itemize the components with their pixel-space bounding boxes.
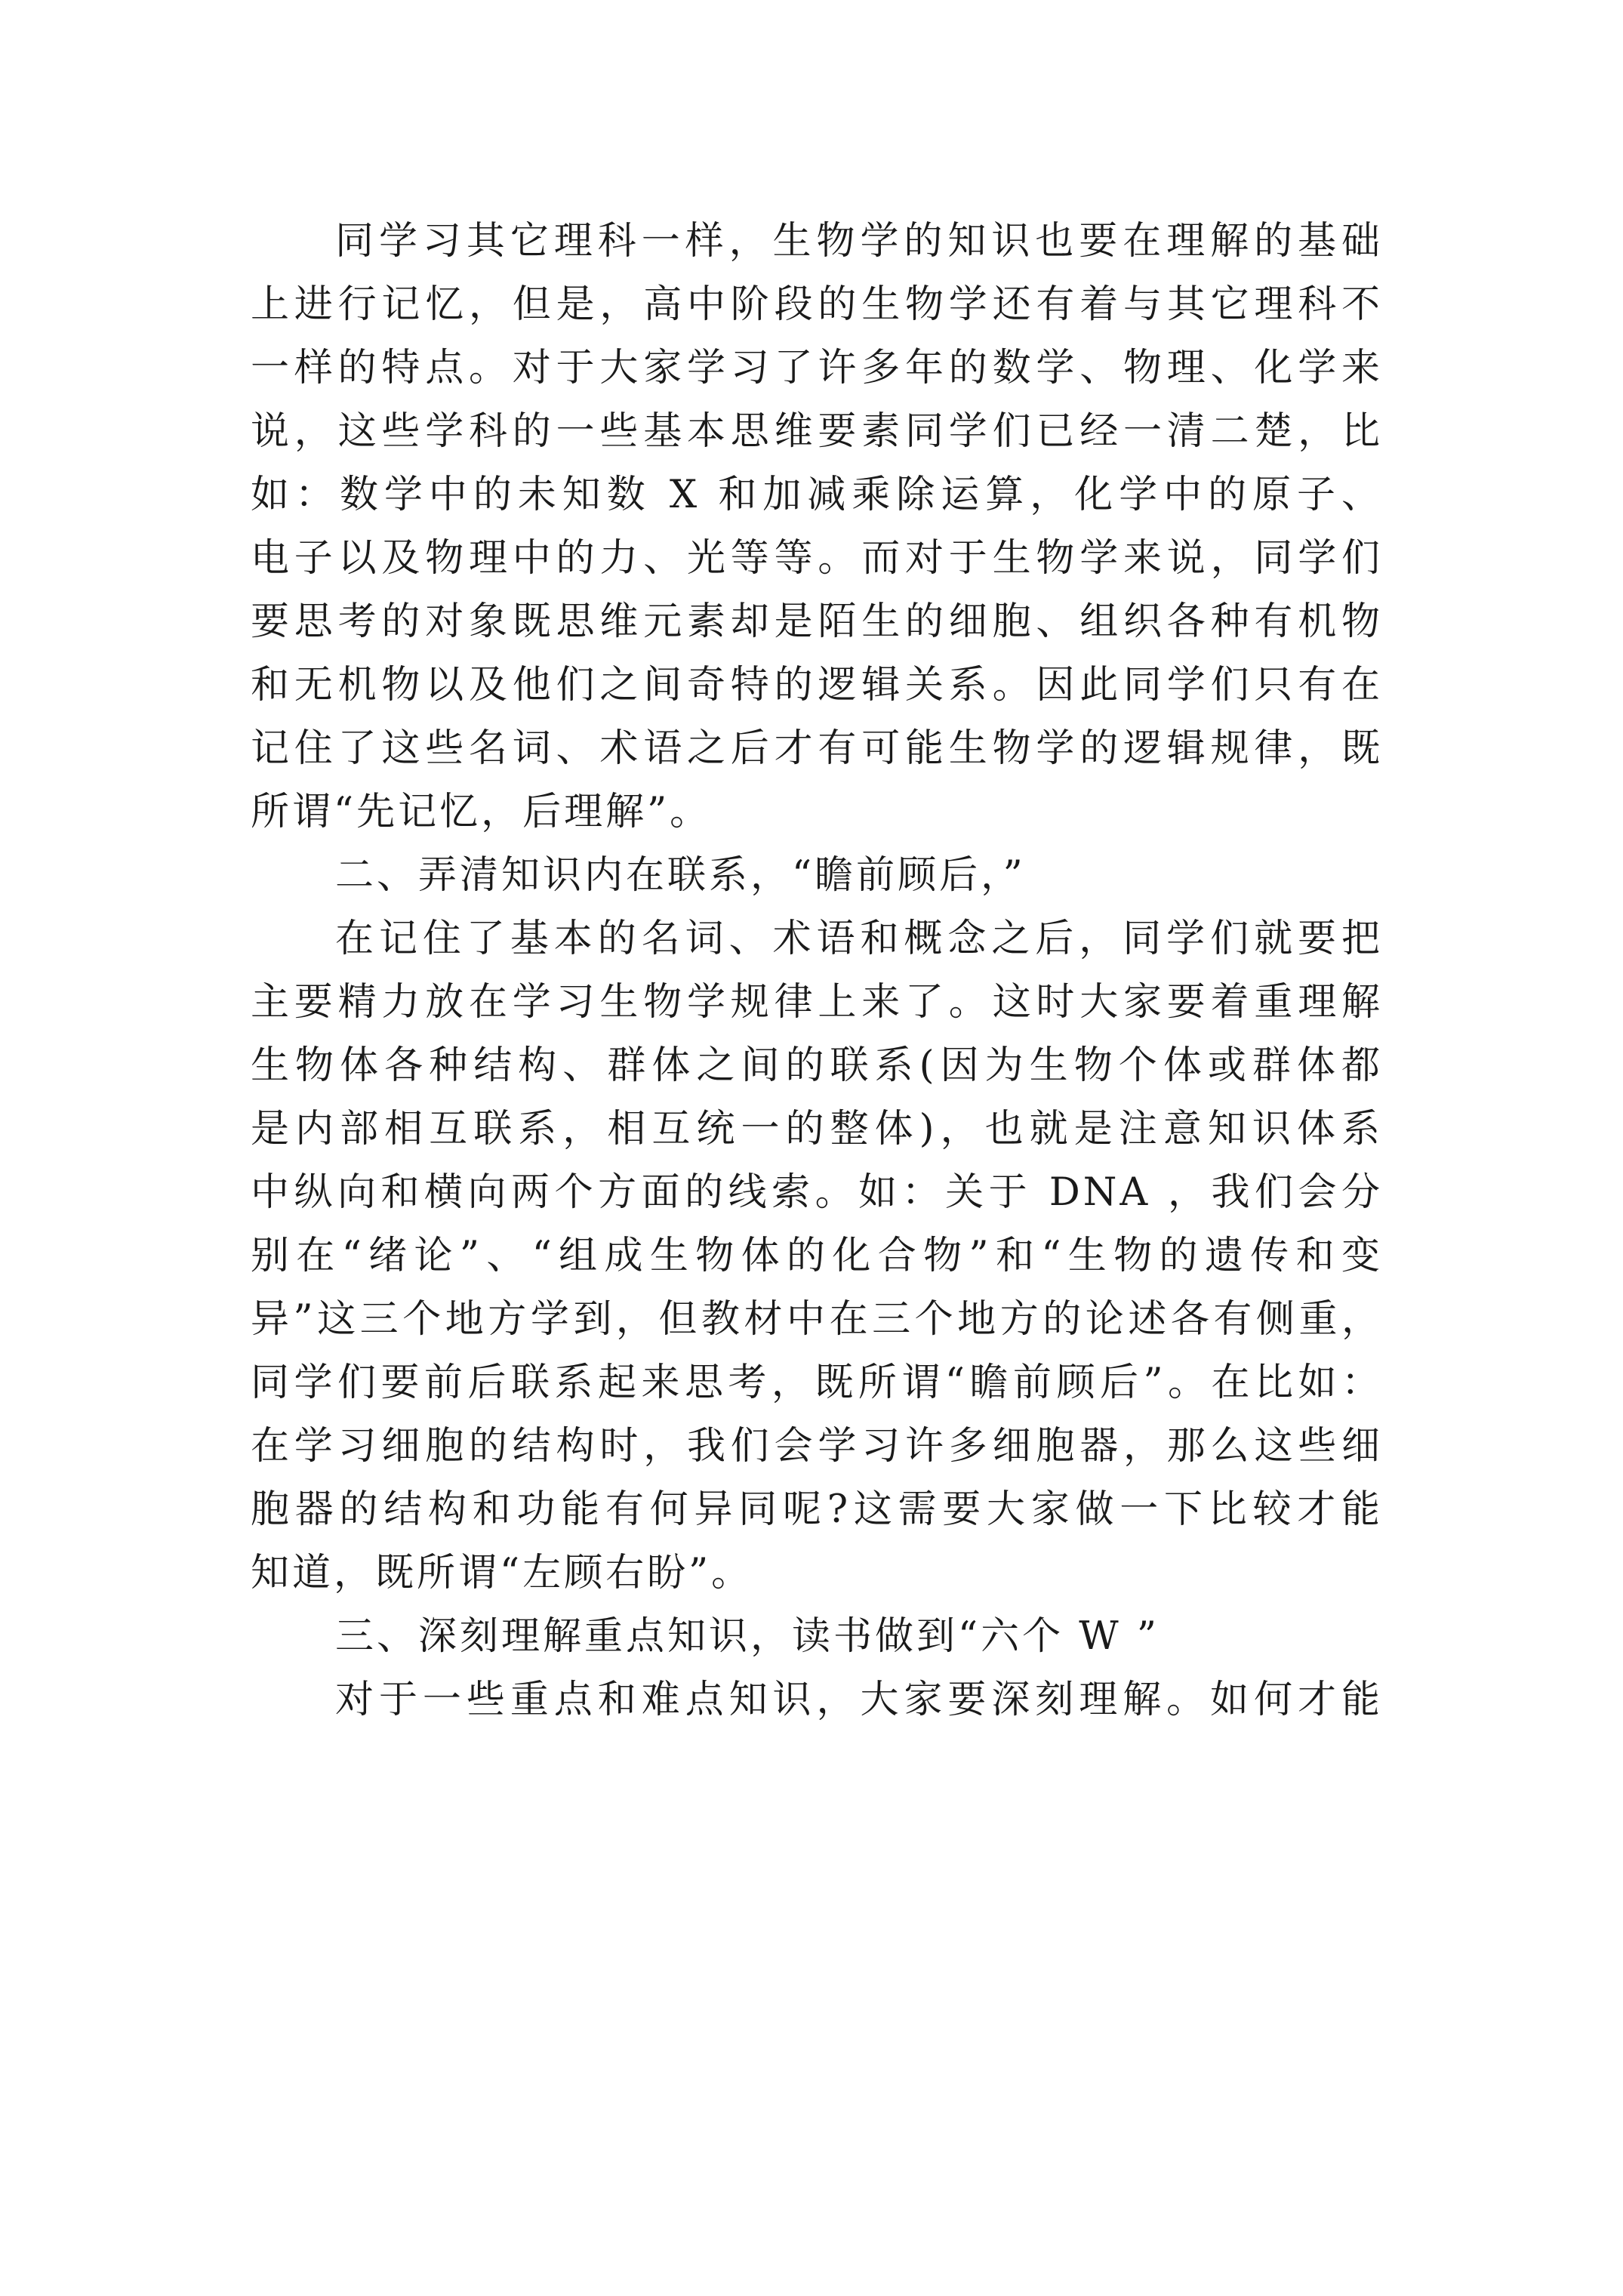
section-heading: 三、深刻理解重点知识，读书做到“六个 W ”: [335, 1614, 1160, 1659]
text-line: 要思考的对象既思维元素却是陌生的细胞、组织各种有机物: [251, 599, 1383, 644]
section-heading: 二、弄清知识内在联系，“瞻前顾后，”: [335, 853, 1026, 898]
text-line: 电子以及物理中的力、光等等。而对于生物学来说，同学们: [251, 536, 1383, 581]
text-line: 胞器的结构和功能有何异同呢?这需要大家做一下比较才能: [251, 1487, 1383, 1532]
text-line: 在学习细胞的结构时，我们会学习许多细胞器，那么这些细: [251, 1424, 1383, 1469]
text-line: 在记住了基本的名词、术语和概念之后，同学们就要把: [335, 917, 1383, 961]
text-line: 同学习其它理科一样，生物学的知识也要在理解的基础: [335, 219, 1383, 264]
text-line: 中纵向和横向两个方面的线索。如：关于 DNA ，我们会分: [251, 1170, 1383, 1215]
text-line: 是内部相互联系，相互统一的整体)，也就是注意知识体系: [251, 1107, 1383, 1151]
text-line: 所谓“先记忆，后理解”。: [251, 790, 712, 834]
text-line: 如：数学中的未知数 X 和加减乘除运算，化学中的原子、: [251, 473, 1383, 517]
body-text: [251, 210, 1383, 1732]
text-line: 对于一些重点和难点知识，大家要深刻理解。如何才能: [335, 1678, 1383, 1722]
text-line: 主要精力放在学习生物学规律上来了。这时大家要着重理解: [251, 980, 1383, 1025]
text-line: 记住了这些名词、术语之后才有可能生物学的逻辑规律，既: [251, 726, 1383, 771]
text-line: 上进行记忆，但是，高中阶段的生物学还有着与其它理科不: [251, 282, 1383, 327]
text-line: 说，这些学科的一些基本思维要素同学们已经一清二楚，比: [251, 409, 1383, 454]
text-line: 和无机物以及他们之间奇特的逻辑关系。因此同学们只有在: [251, 663, 1383, 707]
text-line: 同学们要前后联系起来思考，既所谓“瞻前顾后”。在比如：: [251, 1361, 1383, 1405]
text-line: 生物体各种结构、群体之间的联系(因为生物个体或群体都: [251, 1043, 1383, 1088]
text-line: 异”这三个地方学到，但教材中在三个地方的论述各有侧重，: [251, 1297, 1383, 1342]
text-line: 知道，既所谓“左顾右盼”。: [251, 1551, 753, 1595]
text-line: 别在“绪论”、“组成生物体的化合物”和“生物的遗传和变: [251, 1234, 1383, 1278]
text-line: 一样的特点。对于大家学习了许多年的数学、物理、化学来: [251, 346, 1383, 390]
